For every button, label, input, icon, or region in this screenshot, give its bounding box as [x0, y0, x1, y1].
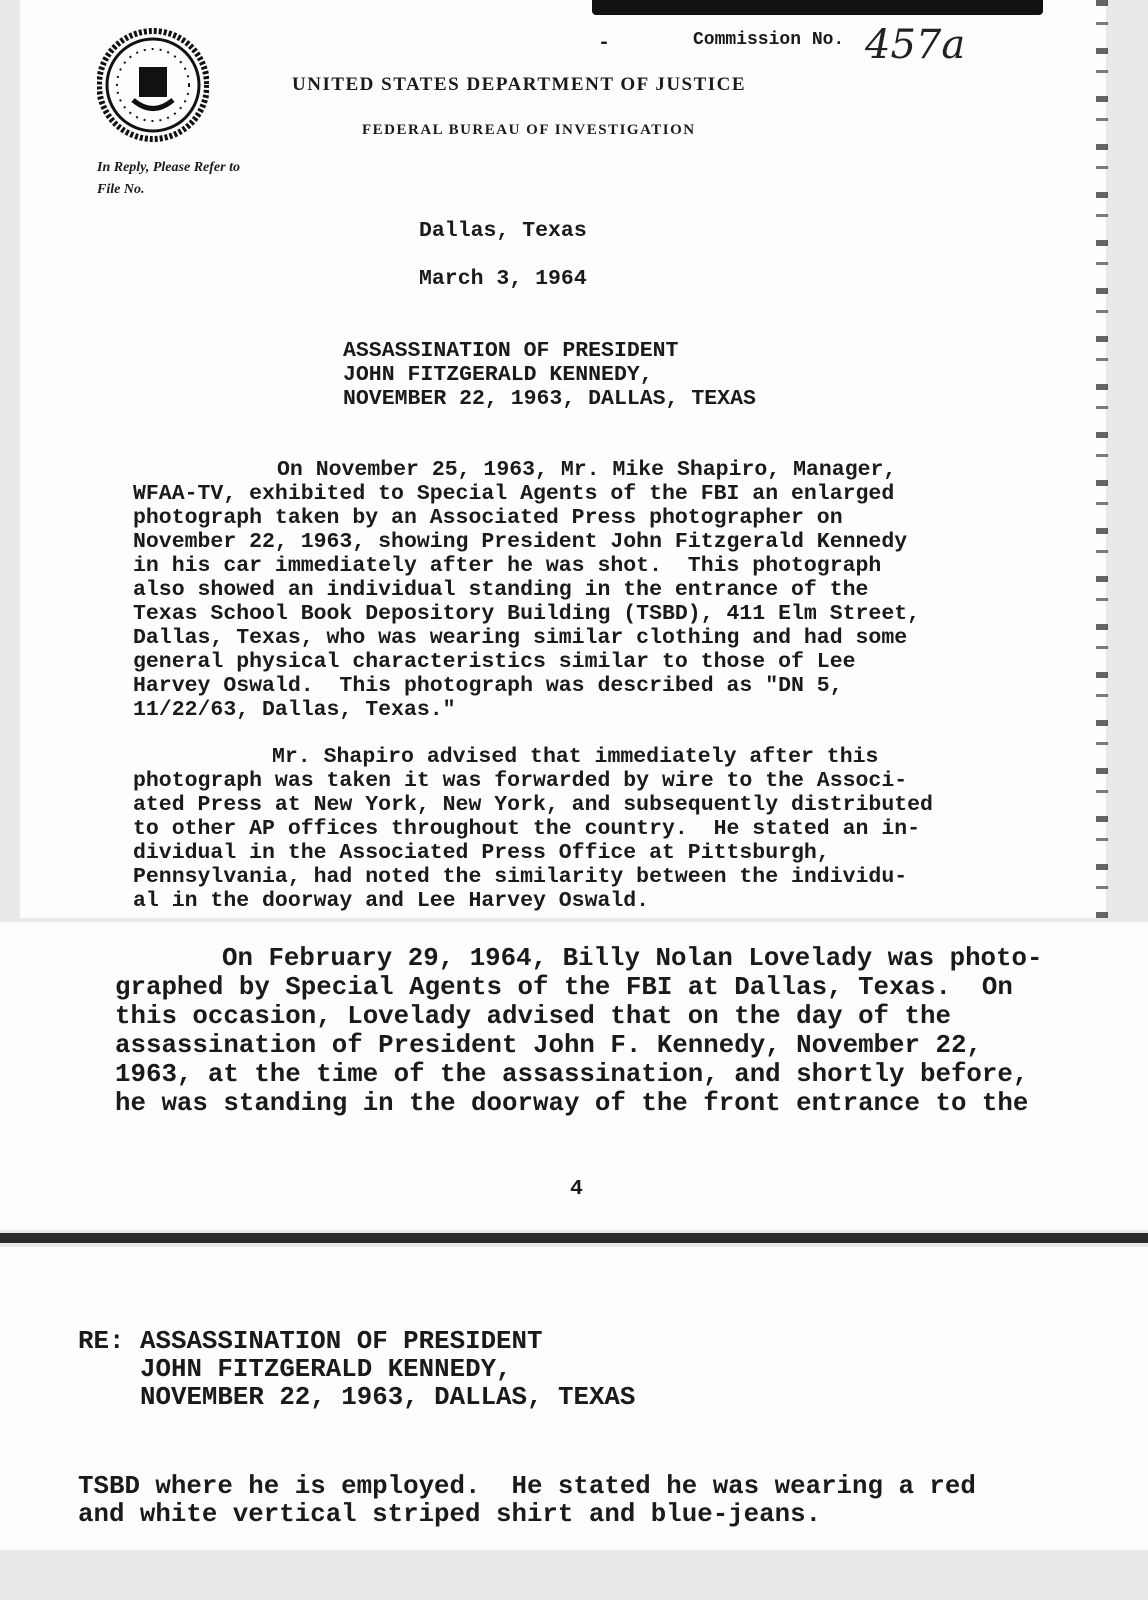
body-line: 1963, at the time of the assassination, and shortly before, [115, 1060, 1029, 1089]
page-divider [0, 1233, 1148, 1243]
body-line: TSBD where he is employed. He stated he was wearing a red [78, 1472, 976, 1501]
body-line: Harvey Oswald. This photograph was described as "DN 5, [133, 674, 843, 698]
body-line: dividual in the Associated Press Office at Pittsburgh, [133, 841, 830, 865]
body-line: al in the doorway and Lee Harvey Oswald. [133, 889, 650, 913]
body-line: ated Press at New York, New York, and subsequently distributed [133, 793, 933, 817]
fbi-seal-icon [97, 22, 209, 148]
body-line: 11/22/63, Dallas, Texas." [133, 698, 456, 722]
letter-city: Dallas, Texas [419, 219, 587, 243]
reply-note-line2: File No. [97, 182, 145, 197]
body-line: November 22, 1963, showing President John Fitzgerald Kennedy [133, 530, 908, 554]
body-line: graphed by Special Agents of the FBI at Dallas, Texas. On [115, 973, 1013, 1002]
body-line: WFAA-TV, exhibited to Special Agents of the FBI an enlarged [133, 482, 895, 506]
subject-line: JOHN FITZGERALD KENNEDY, [343, 363, 653, 387]
commission-number-handwritten: 457a [865, 22, 966, 68]
body-line: Dallas, Texas, who was wearing similar clothing and had some [133, 626, 908, 650]
dash-mark: - [598, 32, 611, 55]
body-line: he was standing in the doorway of the front entrance to the [115, 1089, 1029, 1118]
body-line: also showed an individual standing in the entrance of the [133, 578, 869, 602]
body-line: Texas School Book Depository Building (TSBD), 411 Elm Street, [133, 602, 921, 626]
body-line: general physical characteristics similar to those of Lee [133, 650, 856, 674]
body-line: to other AP offices throughout the country. He stated an in- [133, 817, 921, 841]
body-line: and white vertical striped shirt and blue-jeans. [78, 1500, 822, 1529]
body-line: photograph taken by an Associated Press photographer on [133, 506, 843, 530]
re-line: JOHN FITZGERALD KENNEDY, [140, 1355, 512, 1384]
body-line: assassination of President John F. Kennedy, November 22, [115, 1031, 982, 1060]
body-line: photograph was taken it was forwarded by wire to the Associ- [133, 769, 908, 793]
redaction-bar [592, 0, 1043, 15]
re-label: RE: [78, 1327, 125, 1356]
body-line: in his car immediately after he was shot. This photograph [133, 554, 882, 578]
department-heading: UNITED STATES DEPARTMENT OF JUSTICE [292, 74, 747, 95]
subject-line: ASSASSINATION OF PRESIDENT [343, 339, 679, 363]
body-line: this occasion, Lovelady advised that on the day of the [115, 1002, 951, 1031]
letter-date: March 3, 1964 [419, 267, 587, 291]
scan-edge-artifact [1096, 0, 1108, 918]
bureau-heading: FEDERAL BUREAU OF INVESTIGATION [362, 122, 696, 138]
reply-note-line1: In Reply, Please Refer to [97, 160, 240, 175]
body-line: On November 25, 1963, Mr. Mike Shapiro, Manager, [277, 458, 897, 482]
re-line: ASSASSINATION OF PRESIDENT [140, 1327, 543, 1356]
page-number: 4 [570, 1177, 583, 1201]
commission-label: Commission No. [693, 30, 845, 50]
re-line: NOVEMBER 22, 1963, DALLAS, TEXAS [140, 1383, 636, 1412]
body-line: On February 29, 1964, Billy Nolan Lovelady was photo- [222, 944, 1043, 973]
body-line: Pennsylvania, had noted the similarity between the individu- [133, 865, 908, 889]
body-line: Mr. Shapiro advised that immediately after this [272, 745, 879, 769]
subject-line: NOVEMBER 22, 1963, DALLAS, TEXAS [343, 387, 756, 411]
